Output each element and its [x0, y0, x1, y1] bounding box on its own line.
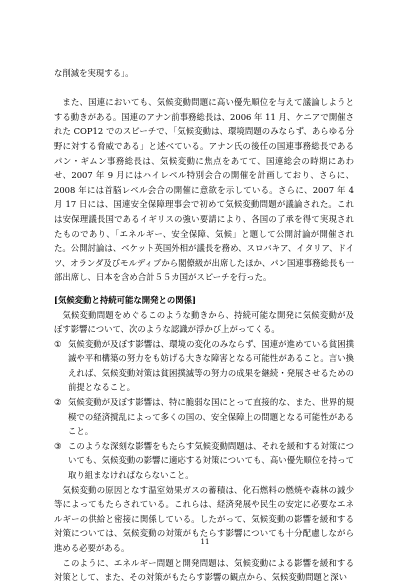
continuation-text: な削減を実現する」。: [54, 68, 134, 78]
list-marker: ②: [54, 397, 62, 408]
paragraph-un-climate: また、国連においても、気候変動問題に高い優先順位を与えて議論しようとする動きがある。国連のアナン前事務総長は、2006 年 11 月、ケニアで開催された COP12 でのスピーチで、「気候変動は、環境問題のみならず、あらゆる分野に対する脅威である」と述べている。アナン氏の後任の国連事務総長であるパン・ギムン事務総長は、気候変動に焦点をあてて、国連総会の時期にあわせ、2007 年 9 月にはハイレベル特別会合の開催を計画しており、さらに、2008 年には首脳レベル会合の開催に意欲を示している。さらに、2007 年 4 月 17 日には、国連安全保障理事会で初めて気候変動問題が議論された。これは安保理議長国であるイギリスの強い要請により、各国の了承を得て実現されたものであり、「エネルギー、安全保障、気候」と題して公開討論が開催された。公開討論は、ベケット英国外相が議長を務め、スロバキア、イタリア、ドイツ、オランダ及びモルディブから閣僚級が出席したほか、パン国連事務総長も一部出席し、日本を含め合計５５カ国がスピーチを行った。: [54, 97, 354, 283]
list-item: [54, 337, 354, 395]
list-marker: ③: [54, 440, 62, 451]
list-item-text: 気候変動が及ぼす影響は、環境の変化のみならず、国連が進めている貧困撲滅や平和構築の努力をも妨げる大きな障害となる可能性があること。言い換えれば、気候変動対策は貧困撲滅等の努力の成果を継続・発展させるための前提となること。: [68, 338, 354, 393]
section-intro: 気候変動問題をめぐるこのような動きから、持続可能な開発に気候変動が及ぼす影響について、次のような認識が浮かび上がってくる。: [54, 309, 354, 335]
impact-list: [54, 337, 354, 483]
list-item-text: 気候変動が及ぼす影響は、特に脆弱な国にとって直接的な、また、世界的規模での経済撹乱によって多くの国の、安全保障上の問題となる可能性があること。: [68, 397, 354, 437]
document-body: [54, 66, 354, 585]
paragraph-energy: このように、エネルギー問題と開発問題は、気候変動による影響を緩和する対策として、また、その対策がもたらす影響の観点から、気候変動問題と深い: [54, 557, 354, 583]
list-item-text: このような深刻な影響をもたらす気候変動問題は、それを緩和する対策についても、気候変動の影響に適応する対策についても、高い優先順位を持って取り組まなければならないこと。: [68, 440, 354, 481]
section-heading: [気候変動と持続可能な開発との関係]: [54, 294, 196, 305]
page-number: 11: [200, 538, 210, 546]
paragraph-ghg: 気候変動の原因となす温室効果ガスの蓄積は、化石燃料の燃焼や森林の減少等によってもたらされている。これらは、経済発展や民生の安定に必要なエネルギーの供給と密接に関係している。したがって、気候変動の影響を緩和する対策については、気候変動の対策がもたらす影響についても十分配慮しながら進める必要がある。: [54, 484, 354, 553]
list-item: [54, 395, 354, 439]
list-item: [54, 439, 354, 483]
list-marker: ①: [54, 338, 62, 349]
